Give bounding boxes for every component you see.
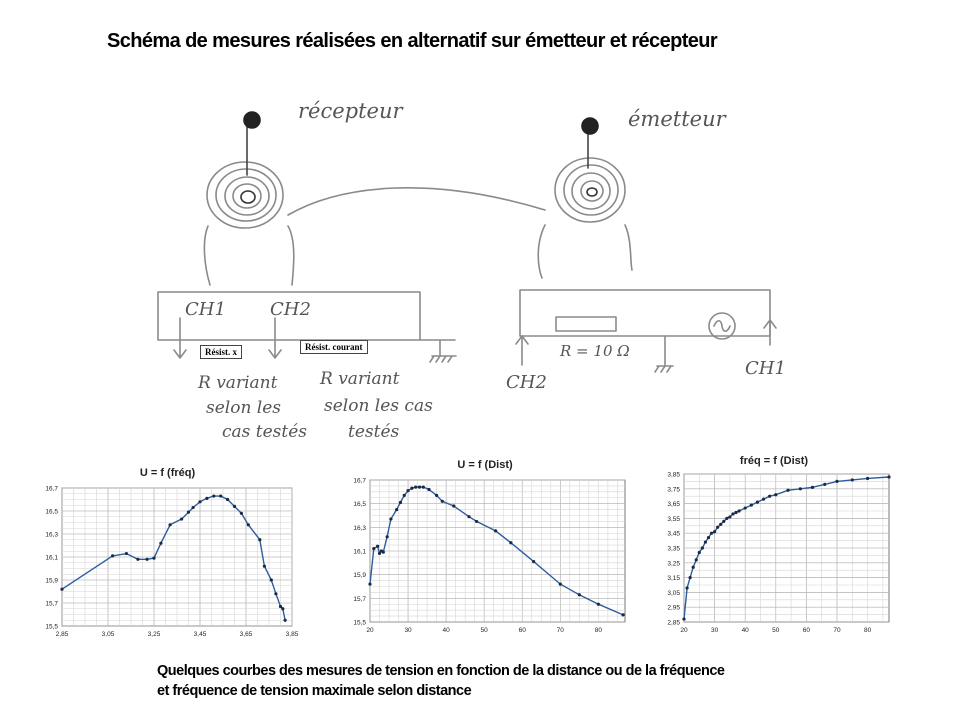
data-point <box>851 478 854 481</box>
connecting-wire <box>288 188 545 215</box>
y-tick-label: 2,95 <box>667 604 680 612</box>
data-point <box>414 486 417 489</box>
data-point <box>887 475 890 478</box>
data-point <box>728 515 731 518</box>
data-point <box>719 523 722 526</box>
r-variant-right-line1: R variant <box>320 369 400 389</box>
r-variant-right-line3: testés <box>348 422 400 442</box>
data-point <box>274 592 277 595</box>
data-point <box>187 511 190 514</box>
y-tick-label: 3,45 <box>667 530 680 538</box>
data-point <box>152 557 155 560</box>
y-tick-label: 15,7 <box>353 595 366 603</box>
data-point <box>713 530 716 533</box>
data-point <box>198 500 201 503</box>
r-variant-left-line2: selon les <box>206 398 282 418</box>
data-point <box>475 520 478 523</box>
y-tick-label: 16,3 <box>353 524 366 532</box>
emitter-resistor <box>556 317 616 331</box>
data-point <box>731 512 734 515</box>
y-tick-label: 15,7 <box>45 600 58 608</box>
data-point <box>382 551 385 554</box>
data-point <box>441 500 444 503</box>
data-point <box>689 576 692 579</box>
data-point <box>399 501 402 504</box>
data-point <box>621 613 624 616</box>
data-point <box>559 583 562 586</box>
data-point <box>192 506 195 509</box>
x-tick-label: 50 <box>480 627 488 634</box>
data-point <box>263 565 266 568</box>
y-tick-label: 15,5 <box>45 623 58 631</box>
data-point <box>247 523 250 526</box>
data-point <box>823 483 826 486</box>
data-point <box>704 540 707 543</box>
y-tick-label: 3,15 <box>667 575 680 583</box>
x-tick-label: 40 <box>442 627 450 634</box>
data-point <box>467 515 470 518</box>
data-point <box>410 487 413 490</box>
data-point <box>734 511 737 514</box>
receiver-ch2-label: CH2 <box>270 299 311 320</box>
data-point <box>532 560 535 563</box>
data-point <box>240 512 243 515</box>
chart-u-dist <box>335 452 635 644</box>
chart-freq-dist <box>650 448 898 638</box>
emitter-resistor-label: R = 10 Ω <box>560 342 630 360</box>
data-point <box>811 486 814 489</box>
data-point <box>756 501 759 504</box>
data-point <box>707 536 710 539</box>
data-point <box>799 487 802 490</box>
x-tick-label: 3,05 <box>101 631 115 638</box>
page-title: Schéma de mesures réalisées en alternatif sur émetteur et récepteur <box>107 30 718 52</box>
data-point <box>716 526 719 529</box>
data-point <box>737 509 740 512</box>
y-tick-label: 3,05 <box>667 589 680 597</box>
data-point <box>219 494 222 497</box>
data-point <box>136 558 139 561</box>
data-point <box>284 619 287 622</box>
data-point <box>762 498 765 501</box>
x-tick-label: 40 <box>741 627 749 634</box>
y-tick-label: 16,5 <box>353 501 366 509</box>
data-point <box>389 517 392 520</box>
data-point <box>406 489 409 492</box>
emitter-coil-icon <box>555 118 625 222</box>
data-point <box>722 520 725 523</box>
receiver-coil-icon <box>207 112 283 228</box>
chart-title: U = f (Dist) <box>457 459 513 471</box>
data-point <box>376 545 379 548</box>
x-tick-label: 3,25 <box>147 631 161 638</box>
y-tick-label: 3,55 <box>667 515 680 523</box>
data-point <box>146 558 149 561</box>
data-point <box>180 517 183 520</box>
caption-line-2: et fréquence de tension maximale selon distance <box>157 683 472 699</box>
x-tick-label: 60 <box>802 627 811 634</box>
data-point <box>125 552 128 555</box>
data-point <box>685 586 688 589</box>
y-tick-label: 16,3 <box>45 531 58 539</box>
data-point <box>578 593 581 596</box>
data-point <box>494 529 497 532</box>
emitter-ch1-label: CH1 <box>745 358 786 379</box>
data-point <box>509 541 512 544</box>
data-point <box>368 583 371 586</box>
y-tick-label: 15,5 <box>353 619 366 627</box>
data-point <box>835 480 838 483</box>
data-point <box>281 607 284 610</box>
data-point <box>435 494 438 497</box>
y-tick-label: 16,7 <box>353 477 366 485</box>
data-point <box>710 532 713 535</box>
y-tick-label: 16,1 <box>45 554 58 562</box>
data-point <box>226 498 229 501</box>
x-tick-label: 70 <box>833 627 841 634</box>
receiver-ground-icon <box>430 340 456 362</box>
data-point <box>386 535 389 538</box>
receiver-stand <box>204 226 293 285</box>
x-tick-label: 80 <box>594 627 602 634</box>
chart-u-freq <box>30 460 305 642</box>
emitter-label: émetteur <box>628 107 726 131</box>
data-point <box>422 486 425 489</box>
data-point <box>270 578 273 581</box>
chart-title: fréq = f (Dist) <box>739 455 809 467</box>
data-point <box>403 494 406 497</box>
y-tick-label: 16,7 <box>45 485 58 493</box>
data-point <box>60 588 63 591</box>
emitter-ch2-label: CH2 <box>506 372 547 393</box>
y-tick-label: 16,5 <box>45 508 58 516</box>
data-point <box>768 495 771 498</box>
data-point <box>725 517 728 520</box>
x-tick-label: 3,85 <box>285 631 299 638</box>
r-variant-right-line2: selon les cas <box>324 396 433 416</box>
x-tick-label: 30 <box>710 627 719 634</box>
receiver-label: récepteur <box>298 99 403 123</box>
ch1-probe-arrow <box>174 318 186 358</box>
sine-wave-icon <box>714 321 730 332</box>
y-tick-label: 15,9 <box>45 577 58 585</box>
data-point <box>169 523 172 526</box>
data-point <box>866 477 869 480</box>
x-tick-label: 20 <box>680 627 688 634</box>
x-tick-label: 70 <box>556 627 564 634</box>
resist-courant-label: Résist. courant <box>300 340 368 354</box>
data-point <box>395 508 398 511</box>
emitter-ground-icon <box>655 336 673 372</box>
data-point <box>279 605 282 608</box>
x-tick-label: 80 <box>863 627 872 634</box>
data-point <box>597 603 600 606</box>
ch2-probe-arrow <box>269 318 281 358</box>
data-point <box>701 546 704 549</box>
r-variant-left-line1: R variant <box>198 373 278 393</box>
y-tick-label: 3,65 <box>667 501 680 509</box>
x-tick-label: 3,65 <box>239 631 253 638</box>
x-tick-label: 2,85 <box>55 631 69 638</box>
data-point <box>452 504 455 507</box>
data-point <box>233 505 236 508</box>
emitter-box <box>520 290 770 336</box>
y-tick-label: 16,1 <box>353 548 366 556</box>
y-tick-label: 3,75 <box>667 486 680 494</box>
x-tick-label: 20 <box>366 627 374 634</box>
data-point <box>698 551 701 554</box>
emitter-ch1-arrow <box>764 320 776 345</box>
y-tick-label: 2,85 <box>667 619 680 627</box>
data-point <box>159 542 162 545</box>
x-tick-label: 3,45 <box>193 631 207 638</box>
data-point <box>111 554 114 557</box>
emitter-stand <box>538 225 632 278</box>
chart-title: U = f (fréq) <box>139 467 196 479</box>
data-point <box>258 538 261 541</box>
data-point <box>695 558 698 561</box>
receiver-ch1-label: CH1 <box>185 299 226 320</box>
data-point <box>427 488 430 491</box>
data-point <box>774 493 777 496</box>
data-point <box>372 547 375 550</box>
data-point <box>750 503 753 506</box>
data-point <box>205 497 208 500</box>
data-point <box>418 486 421 489</box>
x-tick-label: 60 <box>518 627 526 634</box>
data-point <box>682 617 685 620</box>
data-point <box>744 506 747 509</box>
r-variant-left-line3: cas testés <box>222 422 308 442</box>
y-tick-label: 3,35 <box>667 545 680 553</box>
resist-x-label: Résist. x <box>200 345 242 359</box>
caption-line-1: Quelques courbes des mesures de tension en fonction de la distance ou de la fréquence <box>157 663 725 679</box>
emitter-ch2-arrow <box>516 336 528 365</box>
y-tick-label: 15,9 <box>353 572 366 580</box>
x-tick-label: 50 <box>772 627 780 634</box>
data-point <box>212 494 215 497</box>
x-tick-label: 30 <box>404 627 412 634</box>
y-tick-label: 3,85 <box>667 471 680 479</box>
figure-caption <box>157 661 724 701</box>
data-point <box>692 566 695 569</box>
data-point <box>786 489 789 492</box>
y-tick-label: 3,25 <box>667 560 680 568</box>
